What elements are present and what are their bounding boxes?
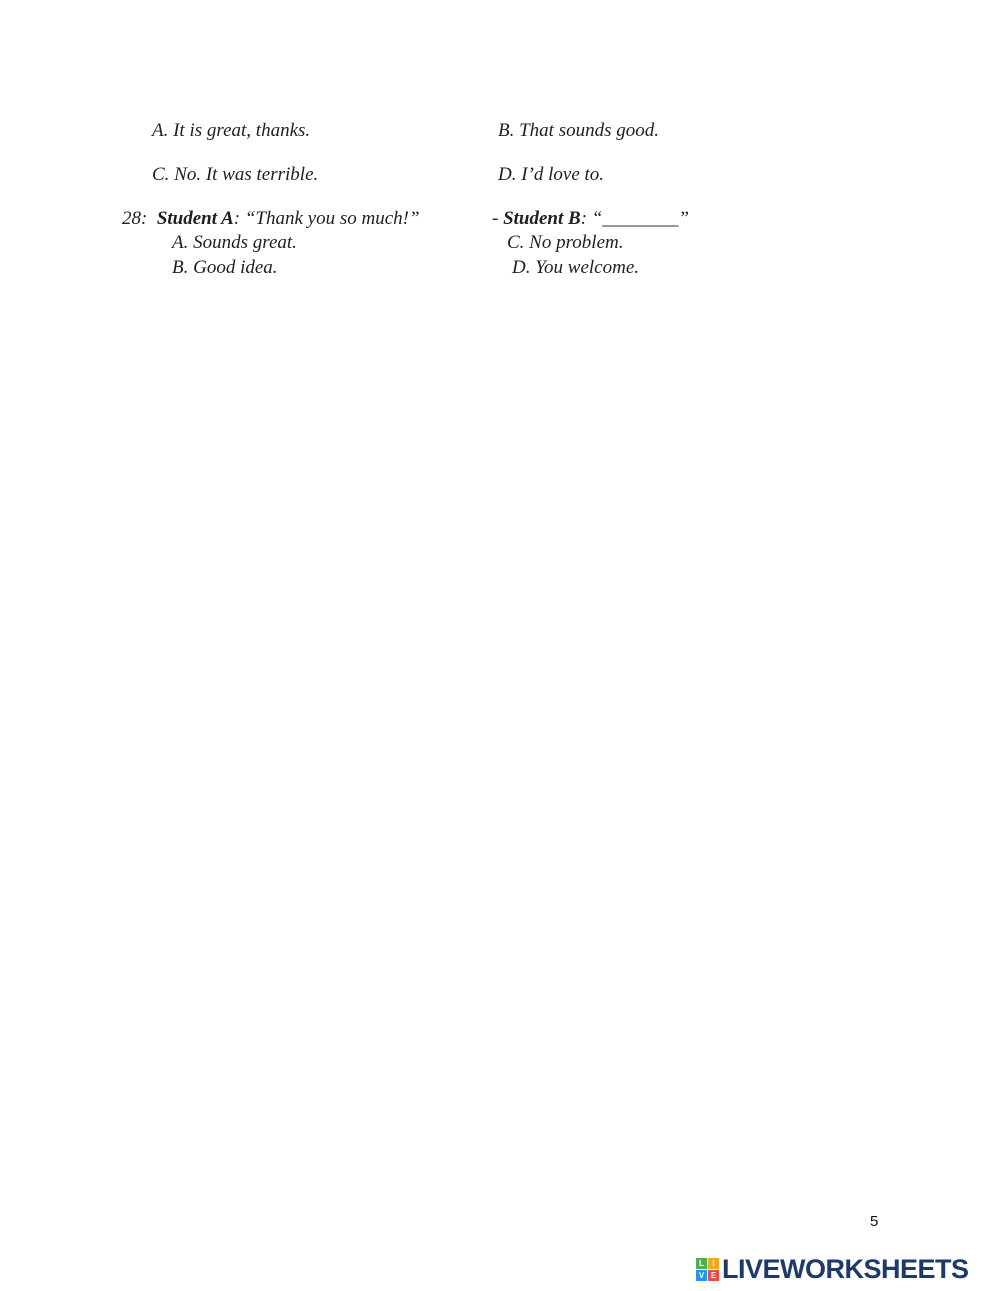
logo-letter-e: E	[708, 1270, 719, 1281]
logo-letter-v: V	[696, 1270, 707, 1281]
q27-option-a: A. It is great, thanks.	[152, 120, 311, 141]
q28-speaker-b: Student B	[503, 208, 581, 229]
q28-line-b: : “________”	[580, 208, 689, 229]
q28-line-a: : “Thank you so much!”	[233, 208, 420, 229]
logo-letter-i: I	[708, 1258, 719, 1269]
q27-option-b: B. That sounds good.	[498, 120, 659, 141]
q28-dash: -	[492, 208, 504, 229]
q28-number: 28:	[122, 208, 148, 229]
liveworksheets-brand	[696, 1256, 969, 1283]
liveworksheets-logo-icon	[696, 1258, 719, 1281]
q28-speaker-a: Student A	[156, 208, 234, 229]
q27-option-c: C. No. It was terrible.	[152, 164, 319, 185]
brand-name: LIVEWORKSHEETS	[722, 1254, 969, 1284]
q28-option-d: D. You welcome.	[512, 257, 640, 278]
q27-option-d: D. I’d love to.	[498, 164, 605, 185]
q28-stem-b	[492, 209, 689, 228]
q28-stem-a	[122, 209, 420, 228]
q28-option-b: B. Good idea.	[172, 257, 278, 278]
page-number: 5	[870, 1213, 879, 1230]
logo-letter-l: L	[696, 1258, 707, 1269]
q28-option-a: A. Sounds great.	[172, 232, 297, 253]
q28-option-c: C. No problem.	[507, 232, 624, 253]
